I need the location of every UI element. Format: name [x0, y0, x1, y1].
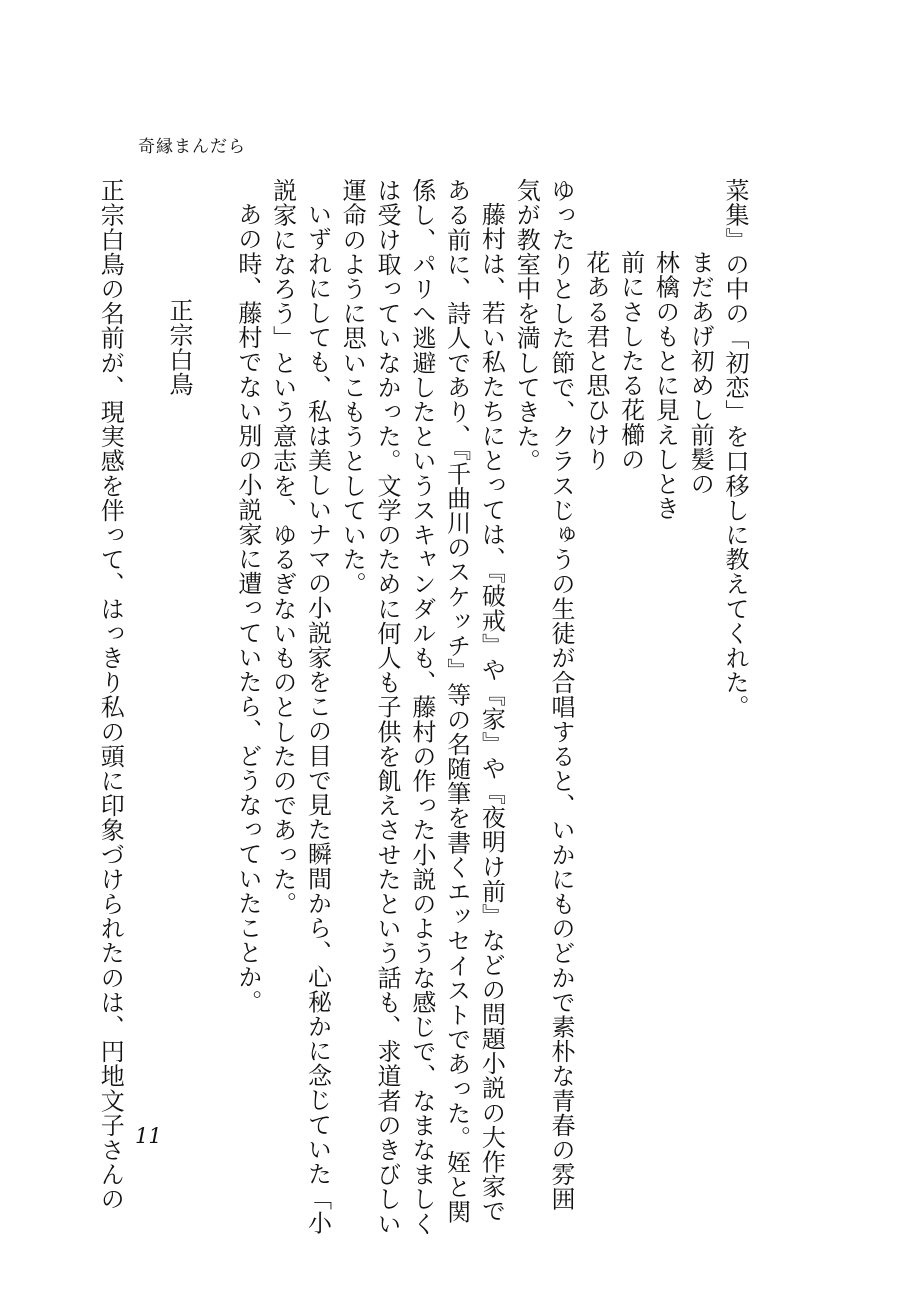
text-line: 説家になろう」という意志を、ゆるぎないものとしたのであった。 [268, 178, 297, 916]
running-head: 奇縁まんだら [138, 137, 246, 157]
text-line: あの時、藤村でない別の小説家に遭っていたら、どうなっていたことか。 [233, 202, 262, 1014]
text-line: ゆったりとした節で、クラスじゅうの生徒が合唱すると、いかにものどかで素朴な青春の雰囲 [547, 178, 576, 1212]
text-line: 藤村は、若い私たちにとっては、『破戒』や『家』や『夜明け前』などの問題小説の大作家で [477, 202, 506, 1224]
text-line: 正宗白鳥の名前が、現実感を伴って、はっきり私の頭に印象づけられたのは、円地文子さんの [96, 178, 125, 1212]
vertical-body-text [92, 178, 752, 1236]
text-line: 菜集』の中の「初恋」を口移しに教えてくれた。 [721, 178, 749, 720]
text-line: 係し、パリへ逃避したというスキャンダルも、藤村の作った小説のような感じで、なまなましく [407, 178, 436, 1236]
poem-line: 花ある君と思ひけり [581, 250, 610, 472]
text-line: いずれにしても、私は美しいナマの小説家をこの目で見た瞬間から、心秘かに念じていた「小 [303, 202, 332, 1236]
text-line: 運命のように思いこもうとしていた。 [338, 178, 367, 597]
poem-line: 前にさしたる花櫛の [616, 250, 645, 472]
poem-line: 林檎のもとに見えしとき [651, 250, 680, 521]
page-number: 11 [135, 1124, 162, 1148]
text-line: 気が教室中を満してきた。 [512, 178, 541, 474]
section-heading: 正宗白鳥 [165, 298, 194, 397]
text-line: は受け取っていなかった。文学のために何人も子供を飢えさせたという話も、求道者のきびしい [373, 178, 402, 1236]
text-line: ある前に、詩人であり、『千曲川のスケッチ』等の名随筆を書くエッセイストであった。姪と関 [442, 178, 471, 1224]
poem-line: まだあげ初めし前髪の [686, 250, 715, 496]
